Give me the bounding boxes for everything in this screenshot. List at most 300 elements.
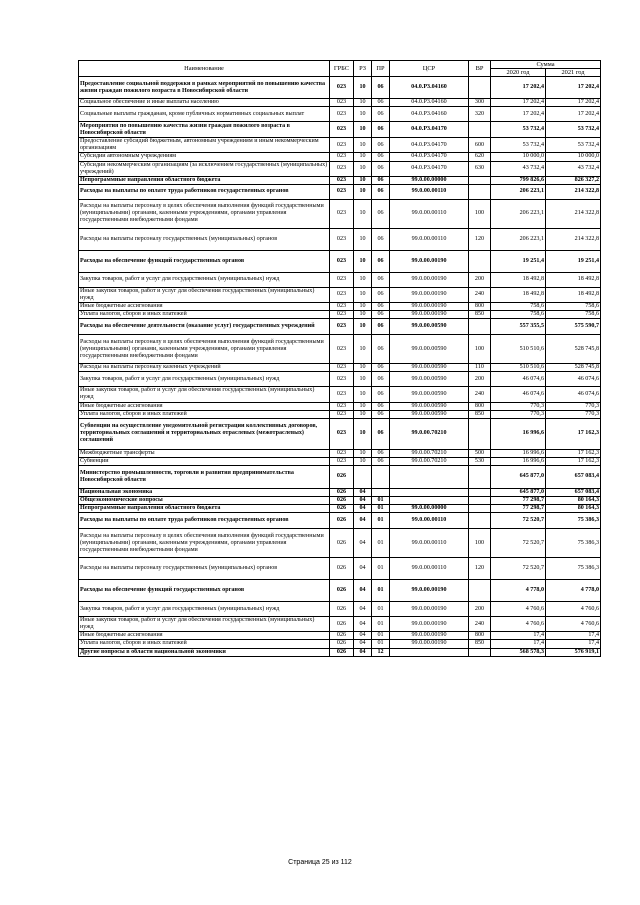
row-name: Расходы на выплаты персоналу государственных (муниципальных) органов xyxy=(79,558,330,580)
row-pr: 06 xyxy=(372,335,390,364)
row-vr: 620 xyxy=(469,153,491,161)
row-sum-2021: 4 778,0 xyxy=(546,580,601,602)
row-rz: 04 xyxy=(354,505,372,513)
row-csr: 99.0.00.00110 xyxy=(390,228,469,250)
row-sum-2020: 645 877,0 xyxy=(491,488,546,496)
row-sum-2021: 17 162,3 xyxy=(546,449,601,457)
row-grbs: 023 xyxy=(330,228,354,250)
row-grbs: 023 xyxy=(330,122,354,138)
row-name: Уплата налогов, сборов и иных платежей xyxy=(79,640,330,648)
row-grbs: 023 xyxy=(330,77,354,99)
table-row xyxy=(79,138,601,153)
row-sum-2021: 17,4 xyxy=(546,632,601,640)
row-sum-2020: 758,6 xyxy=(491,311,546,319)
row-vr: 850 xyxy=(469,640,491,648)
row-name: Субсидии автономным учреждениям xyxy=(79,153,330,161)
table-row xyxy=(79,648,601,656)
row-pr: 06 xyxy=(372,122,390,138)
row-grbs: 026 xyxy=(330,496,354,504)
row-csr: 99.0.00.00000 xyxy=(390,505,469,513)
row-csr: 99.0.00.00190 xyxy=(390,632,469,640)
row-sum-2020: 46 074,6 xyxy=(491,387,546,402)
row-grbs: 023 xyxy=(330,410,354,418)
row-name: Расходы на выплаты по оплате труда работников государственных органов xyxy=(79,513,330,529)
row-name: Расходы на выплаты по оплате труда работников государственных органов xyxy=(79,184,330,199)
row-grbs: 023 xyxy=(330,457,354,465)
row-sum-2021: 80 164,3 xyxy=(546,505,601,513)
row-vr: 500 xyxy=(469,449,491,457)
row-grbs: 026 xyxy=(330,488,354,496)
row-sum-2020: 799 826,6 xyxy=(491,176,546,184)
row-rz: 10 xyxy=(354,122,372,138)
row-rz: 04 xyxy=(354,496,372,504)
row-grbs: 026 xyxy=(330,513,354,529)
row-name: Иные закупки товаров, работ и услуг для обеспечения государственных (муниципальных) нужд xyxy=(79,387,330,402)
row-pr: 01 xyxy=(372,632,390,640)
row-name: Расходы на выплаты персоналу в целях обеспечения выполнения функций государственными (муниципальными) органами, казенными учреждениями, органами управления государственными внебюджетными фондами xyxy=(79,199,330,228)
row-sum-2020: 53 732,4 xyxy=(491,138,546,153)
row-pr: 06 xyxy=(372,250,390,272)
row-vr: 100 xyxy=(469,199,491,228)
row-sum-2020: 18 492,8 xyxy=(491,287,546,302)
row-pr: 06 xyxy=(372,228,390,250)
row-rz: 04 xyxy=(354,513,372,529)
row-rz: 10 xyxy=(354,161,372,176)
row-pr: 06 xyxy=(372,402,390,410)
row-rz: 10 xyxy=(354,457,372,465)
row-sum-2020: 16 996,6 xyxy=(491,418,546,449)
row-csr: 99.0.00.00590 xyxy=(390,410,469,418)
row-vr: 100 xyxy=(469,529,491,558)
row-name: Социальные выплаты гражданам, кроме публичных нормативных социальных выплат xyxy=(79,107,330,122)
row-name: Непрограммные направления областного бюджета xyxy=(79,505,330,513)
row-pr: 06 xyxy=(372,410,390,418)
row-sum-2021: 576 919,1 xyxy=(546,648,601,656)
table-row xyxy=(79,99,601,107)
row-csr: 99.0.00.00110 xyxy=(390,199,469,228)
row-grbs: 023 xyxy=(330,153,354,161)
row-vr: 240 xyxy=(469,287,491,302)
row-pr: 06 xyxy=(372,457,390,465)
row-pr: 06 xyxy=(372,272,390,287)
row-grbs: 026 xyxy=(330,632,354,640)
row-sum-2021: 770,3 xyxy=(546,410,601,418)
row-sum-2021: 75 386,3 xyxy=(546,513,601,529)
row-pr: 06 xyxy=(372,387,390,402)
table-row xyxy=(79,529,601,558)
header-sum: Сумма xyxy=(491,61,601,69)
row-rz: 10 xyxy=(354,319,372,335)
row-rz: 04 xyxy=(354,617,372,632)
row-name: Закупка товаров, работ и услуг для государственных (муниципальных) нужд xyxy=(79,602,330,617)
row-rz: 10 xyxy=(354,272,372,287)
row-rz: 10 xyxy=(354,176,372,184)
row-name: Субвенции xyxy=(79,457,330,465)
budget-table-sheet xyxy=(78,60,600,657)
table-row xyxy=(79,372,601,387)
row-name: Закупка товаров, работ и услуг для государственных (муниципальных) нужд xyxy=(79,372,330,387)
row-pr: 12 xyxy=(372,648,390,656)
row-sum-2020: 17,4 xyxy=(491,640,546,648)
row-grbs: 023 xyxy=(330,387,354,402)
row-sum-2020: 46 074,6 xyxy=(491,372,546,387)
row-vr: 850 xyxy=(469,311,491,319)
row-rz: 10 xyxy=(354,107,372,122)
row-grbs: 023 xyxy=(330,99,354,107)
header-year-2021: 2021 год xyxy=(546,69,601,77)
row-csr: 04.0.P3.04160 xyxy=(390,99,469,107)
row-csr: 04.0.P3.04170 xyxy=(390,122,469,138)
row-csr: 99.0.00.00590 xyxy=(390,402,469,410)
row-sum-2020: 645 877,0 xyxy=(491,465,546,488)
row-sum-2020: 557 355,5 xyxy=(491,319,546,335)
row-vr: 300 xyxy=(469,99,491,107)
row-vr xyxy=(469,77,491,99)
row-name: Мероприятия по повышению качества жизни граждан пожилого возраста в Новосибирской области xyxy=(79,122,330,138)
row-csr: 04.0.P3.04160 xyxy=(390,77,469,99)
row-grbs: 023 xyxy=(330,138,354,153)
row-sum-2021: 214 322,8 xyxy=(546,199,601,228)
row-rz: 10 xyxy=(354,138,372,153)
row-grbs: 023 xyxy=(330,335,354,364)
row-grbs: 023 xyxy=(330,303,354,311)
row-rz: 10 xyxy=(354,153,372,161)
row-sum-2021: 528 745,8 xyxy=(546,335,601,364)
row-sum-2020: 43 732,4 xyxy=(491,161,546,176)
row-name: Уплата налогов, сборов и иных платежей xyxy=(79,410,330,418)
row-vr xyxy=(469,184,491,199)
row-sum-2020: 206 223,1 xyxy=(491,199,546,228)
row-name: Национальная экономика xyxy=(79,488,330,496)
header-name: Наименование xyxy=(79,61,330,77)
row-vr xyxy=(469,250,491,272)
row-grbs: 023 xyxy=(330,364,354,372)
row-sum-2020: 4 778,0 xyxy=(491,580,546,602)
row-pr: 06 xyxy=(372,311,390,319)
row-csr: 99.0.00.00190 xyxy=(390,303,469,311)
row-vr: 120 xyxy=(469,228,491,250)
row-sum-2020: 72 520,7 xyxy=(491,529,546,558)
table-row xyxy=(79,184,601,199)
row-sum-2021: 758,6 xyxy=(546,311,601,319)
row-sum-2020: 16 996,6 xyxy=(491,457,546,465)
row-name: Межбюджетные трансферты xyxy=(79,449,330,457)
table-row xyxy=(79,418,601,449)
row-csr: 99.0.00.00190 xyxy=(390,311,469,319)
header-grbs: ГРБС xyxy=(330,61,354,77)
row-name: Общеэкономические вопросы xyxy=(79,496,330,504)
row-csr: 99.0.00.00190 xyxy=(390,287,469,302)
table-row xyxy=(79,153,601,161)
row-sum-2021: 826 327,2 xyxy=(546,176,601,184)
row-sum-2021: 758,6 xyxy=(546,303,601,311)
row-name: Иные закупки товаров, работ и услуг для обеспечения государственных (муниципальных) нужд xyxy=(79,287,330,302)
row-grbs: 023 xyxy=(330,311,354,319)
row-vr: 100 xyxy=(469,335,491,364)
row-csr: 04.0.P3.04170 xyxy=(390,153,469,161)
table-row xyxy=(79,402,601,410)
row-rz: 04 xyxy=(354,488,372,496)
budget-table xyxy=(78,60,601,657)
row-csr xyxy=(390,488,469,496)
row-vr xyxy=(469,122,491,138)
header-csr: ЦСР xyxy=(390,61,469,77)
row-vr: 800 xyxy=(469,632,491,640)
row-pr: 06 xyxy=(372,287,390,302)
row-sum-2020: 16 996,6 xyxy=(491,449,546,457)
row-grbs: 026 xyxy=(330,465,354,488)
row-vr xyxy=(469,418,491,449)
table-row xyxy=(79,319,601,335)
row-name: Предоставление социальной поддержки в рамках мероприятий по повышению качества жизни граждан пожилого возраста в Новосибирской области xyxy=(79,77,330,99)
row-pr: 06 xyxy=(372,418,390,449)
row-vr xyxy=(469,648,491,656)
row-csr: 99.0.00.00190 xyxy=(390,602,469,617)
page-footer: Страница 25 из 112 xyxy=(288,859,352,866)
row-rz: 10 xyxy=(354,387,372,402)
row-sum-2020: 206 223,1 xyxy=(491,184,546,199)
row-csr: 99.0.00.00590 xyxy=(390,319,469,335)
table-row xyxy=(79,602,601,617)
row-vr xyxy=(469,496,491,504)
row-sum-2020: 72 520,7 xyxy=(491,558,546,580)
row-grbs: 023 xyxy=(330,161,354,176)
row-pr: 01 xyxy=(372,580,390,602)
row-csr: 99.0.00.00110 xyxy=(390,558,469,580)
row-sum-2021: 4 760,6 xyxy=(546,602,601,617)
row-pr xyxy=(372,465,390,488)
table-row xyxy=(79,364,601,372)
row-name: Расходы на выплаты персоналу государственных (муниципальных) органов xyxy=(79,228,330,250)
row-name: Субсидии некоммерческим организациям (за исключением государственных (муниципальных) учреждений) xyxy=(79,161,330,176)
row-vr: 800 xyxy=(469,402,491,410)
row-sum-2020: 510 510,6 xyxy=(491,364,546,372)
row-grbs: 023 xyxy=(330,372,354,387)
row-name: Уплата налогов, сборов и иных платежей xyxy=(79,311,330,319)
row-sum-2021: 53 732,4 xyxy=(546,138,601,153)
row-sum-2021: 17,4 xyxy=(546,640,601,648)
row-sum-2021: 18 492,8 xyxy=(546,287,601,302)
row-csr: 99.0.00.00590 xyxy=(390,335,469,364)
table-row xyxy=(79,617,601,632)
row-name: Непрограммные направления областного бюджета xyxy=(79,176,330,184)
row-rz: 04 xyxy=(354,632,372,640)
table-row xyxy=(79,335,601,364)
row-sum-2020: 72 520,7 xyxy=(491,513,546,529)
table-row xyxy=(79,199,601,228)
row-sum-2021: 46 074,6 xyxy=(546,372,601,387)
row-name: Другие вопросы в области национальной экономики xyxy=(79,648,330,656)
row-rz: 04 xyxy=(354,529,372,558)
row-name: Расходы на выплаты персоналу в целях обеспечения выполнения функций государственными (муниципальными) органами, казенными учреждениями, органами управления государственными внебюджетными фондами xyxy=(79,335,330,364)
row-vr: 600 xyxy=(469,138,491,153)
table-row xyxy=(79,513,601,529)
row-pr xyxy=(372,488,390,496)
row-pr: 06 xyxy=(372,449,390,457)
row-grbs: 023 xyxy=(330,184,354,199)
row-rz: 10 xyxy=(354,250,372,272)
row-vr: 530 xyxy=(469,457,491,465)
header-rz: РЗ xyxy=(354,61,372,77)
table-row xyxy=(79,161,601,176)
row-rz: 10 xyxy=(354,184,372,199)
row-vr xyxy=(469,580,491,602)
row-csr: 99.0.00.70210 xyxy=(390,449,469,457)
row-vr: 850 xyxy=(469,410,491,418)
row-csr: 99.0.00.00590 xyxy=(390,372,469,387)
row-sum-2021: 17 202,4 xyxy=(546,99,601,107)
row-sum-2021: 17 162,3 xyxy=(546,418,601,449)
row-rz: 04 xyxy=(354,580,372,602)
row-name: Расходы на обеспечение функций государственных органов xyxy=(79,250,330,272)
row-name: Расходы на выплаты персоналу казенных учреждений xyxy=(79,364,330,372)
row-vr: 110 xyxy=(469,364,491,372)
row-csr: 99.0.00.00190 xyxy=(390,580,469,602)
table-row xyxy=(79,387,601,402)
row-rz: 10 xyxy=(354,372,372,387)
table-row xyxy=(79,107,601,122)
row-vr: 240 xyxy=(469,617,491,632)
row-rz: 10 xyxy=(354,335,372,364)
row-name: Расходы на обеспечение деятельности (оказание услуг) государственных учреждений xyxy=(79,319,330,335)
row-sum-2020: 17,4 xyxy=(491,632,546,640)
row-sum-2021: 75 386,3 xyxy=(546,529,601,558)
row-rz: 10 xyxy=(354,199,372,228)
row-pr: 06 xyxy=(372,319,390,335)
row-sum-2020: 17 202,4 xyxy=(491,107,546,122)
row-grbs: 023 xyxy=(330,250,354,272)
row-sum-2020: 770,3 xyxy=(491,402,546,410)
table-row xyxy=(79,250,601,272)
row-pr: 06 xyxy=(372,77,390,99)
row-csr: 99.0.00.70210 xyxy=(390,418,469,449)
row-name: Иные закупки товаров, работ и услуг для обеспечения государственных (муниципальных) нужд xyxy=(79,617,330,632)
row-grbs: 023 xyxy=(330,272,354,287)
table-row xyxy=(79,287,601,302)
row-pr: 01 xyxy=(372,602,390,617)
row-grbs: 023 xyxy=(330,176,354,184)
row-pr: 06 xyxy=(372,372,390,387)
row-grbs: 023 xyxy=(330,418,354,449)
row-grbs: 023 xyxy=(330,199,354,228)
row-vr xyxy=(469,319,491,335)
row-sum-2021: 19 251,4 xyxy=(546,250,601,272)
table-row xyxy=(79,457,601,465)
row-name: Расходы на выплаты персоналу в целях обеспечения выполнения функций государственными (муниципальными) органами, казенными учреждениями, органами управления государственными внебюджетными фондами xyxy=(79,529,330,558)
row-rz: 04 xyxy=(354,558,372,580)
table-row xyxy=(79,580,601,602)
table-row xyxy=(79,640,601,648)
table-row xyxy=(79,272,601,287)
row-sum-2021: 46 074,6 xyxy=(546,387,601,402)
row-grbs: 023 xyxy=(330,402,354,410)
table-row xyxy=(79,632,601,640)
row-vr: 240 xyxy=(469,387,491,402)
row-sum-2020: 53 732,4 xyxy=(491,122,546,138)
row-csr: 99.0.00.00190 xyxy=(390,272,469,287)
row-sum-2020: 568 578,3 xyxy=(491,648,546,656)
table-row xyxy=(79,465,601,488)
row-grbs: 026 xyxy=(330,529,354,558)
row-pr: 06 xyxy=(372,138,390,153)
row-name: Закупка товаров, работ и услуг для государственных (муниципальных) нужд xyxy=(79,272,330,287)
row-pr: 06 xyxy=(372,176,390,184)
row-pr: 06 xyxy=(372,99,390,107)
row-pr: 06 xyxy=(372,303,390,311)
row-pr: 01 xyxy=(372,505,390,513)
row-name: Предоставление субсидий бюджетным, автономным учреждениям и иным некоммерческим организациям xyxy=(79,138,330,153)
row-sum-2020: 18 492,8 xyxy=(491,272,546,287)
header-vr: ВР xyxy=(469,61,491,77)
row-grbs: 026 xyxy=(330,580,354,602)
row-sum-2021: 214 322,8 xyxy=(546,228,601,250)
row-vr: 200 xyxy=(469,272,491,287)
row-sum-2021: 53 732,4 xyxy=(546,122,601,138)
row-sum-2020: 510 510,6 xyxy=(491,335,546,364)
header-year-2020: 2020 год xyxy=(491,69,546,77)
row-pr: 06 xyxy=(372,107,390,122)
row-csr: 99.0.00.00110 xyxy=(390,184,469,199)
row-sum-2021: 75 386,3 xyxy=(546,558,601,580)
row-rz: 04 xyxy=(354,648,372,656)
row-vr xyxy=(469,513,491,529)
row-rz: 04 xyxy=(354,640,372,648)
row-csr: 99.0.00.00590 xyxy=(390,387,469,402)
row-grbs: 026 xyxy=(330,648,354,656)
row-name: Министерство промышленности, торговли и развития предпринимательства Новосибирской области xyxy=(79,465,330,488)
row-csr: 04.0.P3.04170 xyxy=(390,161,469,176)
row-sum-2021: 18 492,8 xyxy=(546,272,601,287)
row-vr xyxy=(469,488,491,496)
row-rz: 10 xyxy=(354,99,372,107)
row-rz: 10 xyxy=(354,410,372,418)
table-row xyxy=(79,77,601,99)
row-pr: 06 xyxy=(372,153,390,161)
row-csr: 99.0.00.00190 xyxy=(390,640,469,648)
row-csr xyxy=(390,465,469,488)
row-csr: 99.0.00.00590 xyxy=(390,364,469,372)
row-sum-2020: 17 202,4 xyxy=(491,99,546,107)
row-csr: 99.0.00.00000 xyxy=(390,176,469,184)
row-sum-2020: 19 251,4 xyxy=(491,250,546,272)
row-sum-2020: 10 000,0 xyxy=(491,153,546,161)
row-pr: 01 xyxy=(372,513,390,529)
row-sum-2021: 17 202,4 xyxy=(546,107,601,122)
row-csr: 99.0.00.00190 xyxy=(390,250,469,272)
row-csr: 99.0.00.70210 xyxy=(390,457,469,465)
row-csr: 04.0.P3.04170 xyxy=(390,138,469,153)
row-sum-2021: 657 083,4 xyxy=(546,488,601,496)
row-rz: 10 xyxy=(354,287,372,302)
row-sum-2020: 77 298,7 xyxy=(491,496,546,504)
header-pr: ПР xyxy=(372,61,390,77)
row-pr: 01 xyxy=(372,496,390,504)
table-row xyxy=(79,303,601,311)
row-sum-2020: 4 760,6 xyxy=(491,602,546,617)
row-sum-2021: 17 162,3 xyxy=(546,457,601,465)
row-grbs: 026 xyxy=(330,505,354,513)
row-rz: 10 xyxy=(354,364,372,372)
row-rz: 10 xyxy=(354,311,372,319)
row-sum-2021: 657 083,4 xyxy=(546,465,601,488)
row-pr: 01 xyxy=(372,529,390,558)
row-csr xyxy=(390,496,469,504)
row-vr xyxy=(469,465,491,488)
row-vr: 200 xyxy=(469,602,491,617)
row-rz xyxy=(354,465,372,488)
row-vr: 120 xyxy=(469,558,491,580)
row-sum-2021: 43 732,4 xyxy=(546,161,601,176)
